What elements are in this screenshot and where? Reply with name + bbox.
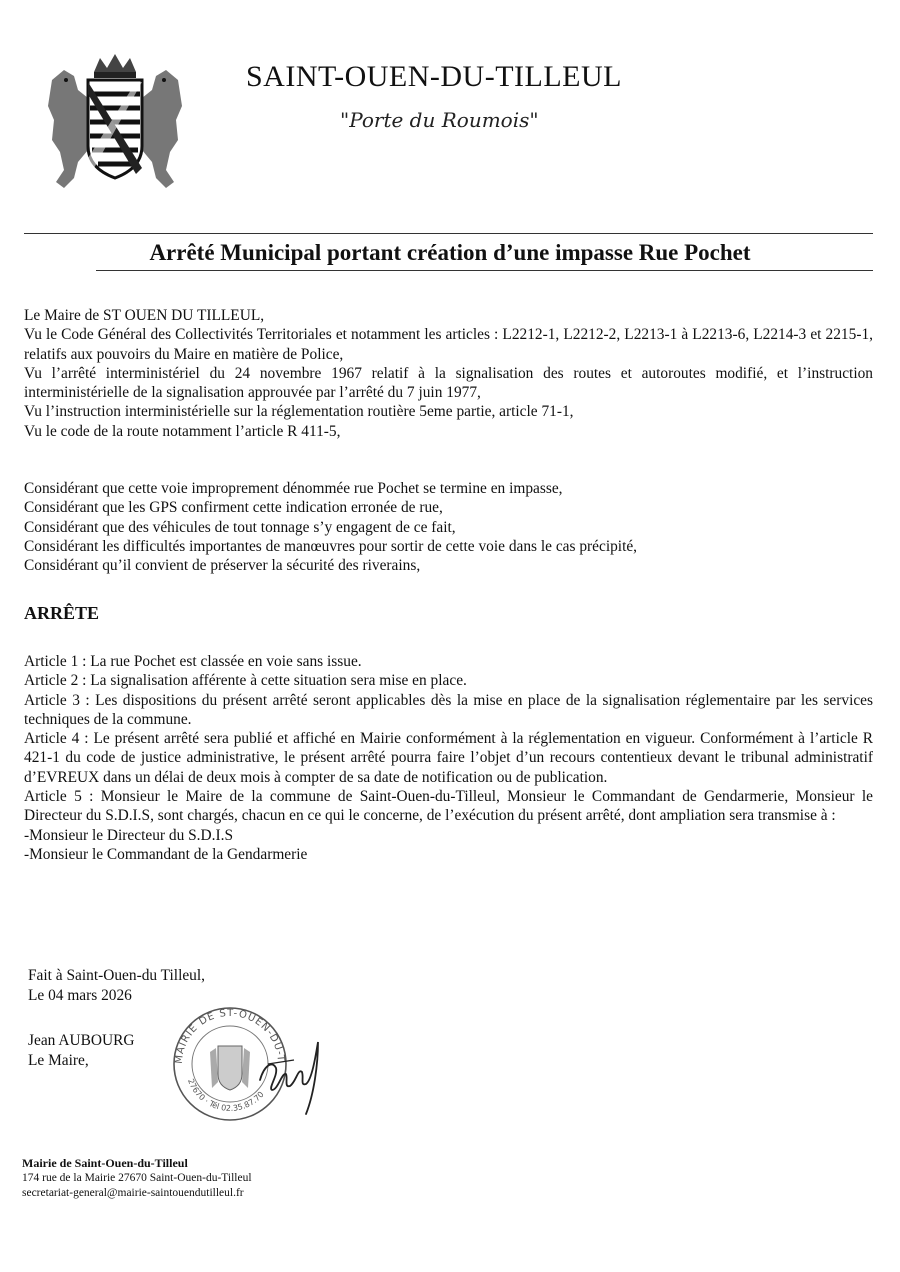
preamble-line: Vu le Code Général des Collectivités Territoriales et notamment les articles : L2212-1, L2212-2, L2213-1 à L2213-6, L2214-3 et 2215-1, relatifs aux pouvoirs du Maire en matière de Police,	[24, 326, 873, 363]
considerant-line: Considérant que des véhicules de tout tonnage s’y engagent de ce fait,	[24, 518, 456, 536]
footer-address	[22, 1156, 252, 1201]
preamble-line: Vu l’instruction interministérielle sur la réglementation routière 5eme partie, article 71-1,	[24, 403, 574, 421]
seal-bottom-text: 27670 · Tél 02.35.87.70	[186, 1077, 266, 1113]
signatory-role: Le Maire,	[28, 1052, 89, 1069]
considerant-line: Considérant que cette voie improprement dénommée rue Pochet se termine en impasse,	[24, 480, 563, 497]
signing-place: Fait à Saint-Ouen-du Tilleul,	[28, 967, 205, 984]
article-5: Article 5 : Monsieur le Maire de la commune de Saint-Ouen-du-Tilleul, Monsieur le Commandant de Gendarmerie, Monsieur le Directeur du S.D.I.S, sont chargés, chacun en ce qui le concerne, de l’exécution du présent arrêté, dont ampliation sera transmise à :	[24, 788, 873, 825]
recipient-line: -Monsieur le Commandant de la Gendarmerie	[24, 845, 308, 863]
article-3: Article 3 : Les dispositions du présent arrêté seront applicables dès la mise en place de la signalisation réglementaire par les services techniques de la commune.	[24, 691, 873, 728]
signing-date: Le 04 mars 2026	[28, 987, 132, 1004]
coat-of-arms-icon	[44, 50, 186, 196]
preamble-line: Le Maire de ST OUEN DU TILLEUL,	[24, 307, 265, 324]
considerant-line: Considérant qu’il convient de préserver la sécurité des riverains,	[24, 557, 421, 575]
considerant-line: Considérant les difficultés importantes de manœuvres pour sortir de cette voie dans le cas précipité,	[24, 537, 638, 555]
town-name: SAINT-OUEN-DU-TILLEUL	[246, 60, 622, 93]
footer-org: Mairie de Saint-Ouen-du-Tilleul	[22, 1156, 188, 1170]
official-seal-icon	[168, 1002, 343, 1127]
signatory-name: Jean AUBOURG	[28, 1032, 135, 1049]
town-motto: "Porte du Roumois"	[340, 108, 539, 132]
title-rule-bottom	[96, 270, 873, 271]
article-4: Article 4 : Le présent arrêté sera publié et affiché en Mairie conformément à la réglementation en vigueur. Conformément à l’article R 421-1 du code de justice administrative, le présent arrêté pourra faire l’objet d’un recours contentieux devant le tribunal administratif d’EVREUX dans un délai de deux mois à compter de sa date de notification ou de publication.	[24, 730, 873, 786]
decision-heading: ARRÊTE	[24, 603, 100, 623]
recipient-line: -Monsieur le Directeur du S.D.I.S	[24, 826, 234, 844]
article-1: Article 1 : La rue Pochet est classée en voie sans issue.	[24, 653, 362, 670]
title-rule-top	[24, 233, 873, 234]
seal-top-text: MAIRIE DE ST-OUEN-DU-T	[173, 1007, 287, 1065]
footer-street: 174 rue de la Mairie 27670 Saint-Ouen-du-Tilleul	[22, 1172, 252, 1184]
article-2: Article 2 : La signalisation afférente à cette situation sera mise en place.	[24, 672, 467, 690]
document-title: Arrêté Municipal portant création d’une impasse Rue Pochet	[149, 240, 751, 265]
signatory-block	[28, 1031, 134, 1071]
preamble-section	[24, 306, 873, 441]
articles-section	[24, 652, 873, 864]
preamble-line: Vu l’arrêté interministériel du 24 novembre 1967 relatif à la signalisation des routes et autoroutes modifié, et l’instruction interministérielle de la signalisation approuvée par l’arrêté du 7 juin 1977,	[24, 364, 873, 402]
preamble-line: Vu le code de la route notamment l’article R 411-5,	[24, 422, 341, 440]
signature-mark	[260, 1042, 318, 1114]
footer-email[interactable]: secretariat-general@mairie-saintouendutilleul.fr	[22, 1187, 244, 1199]
considerant-line: Considérant que les GPS confirment cette indication erronée de rue,	[24, 499, 443, 517]
considerants-section	[24, 479, 873, 575]
closing-block	[28, 966, 205, 1006]
